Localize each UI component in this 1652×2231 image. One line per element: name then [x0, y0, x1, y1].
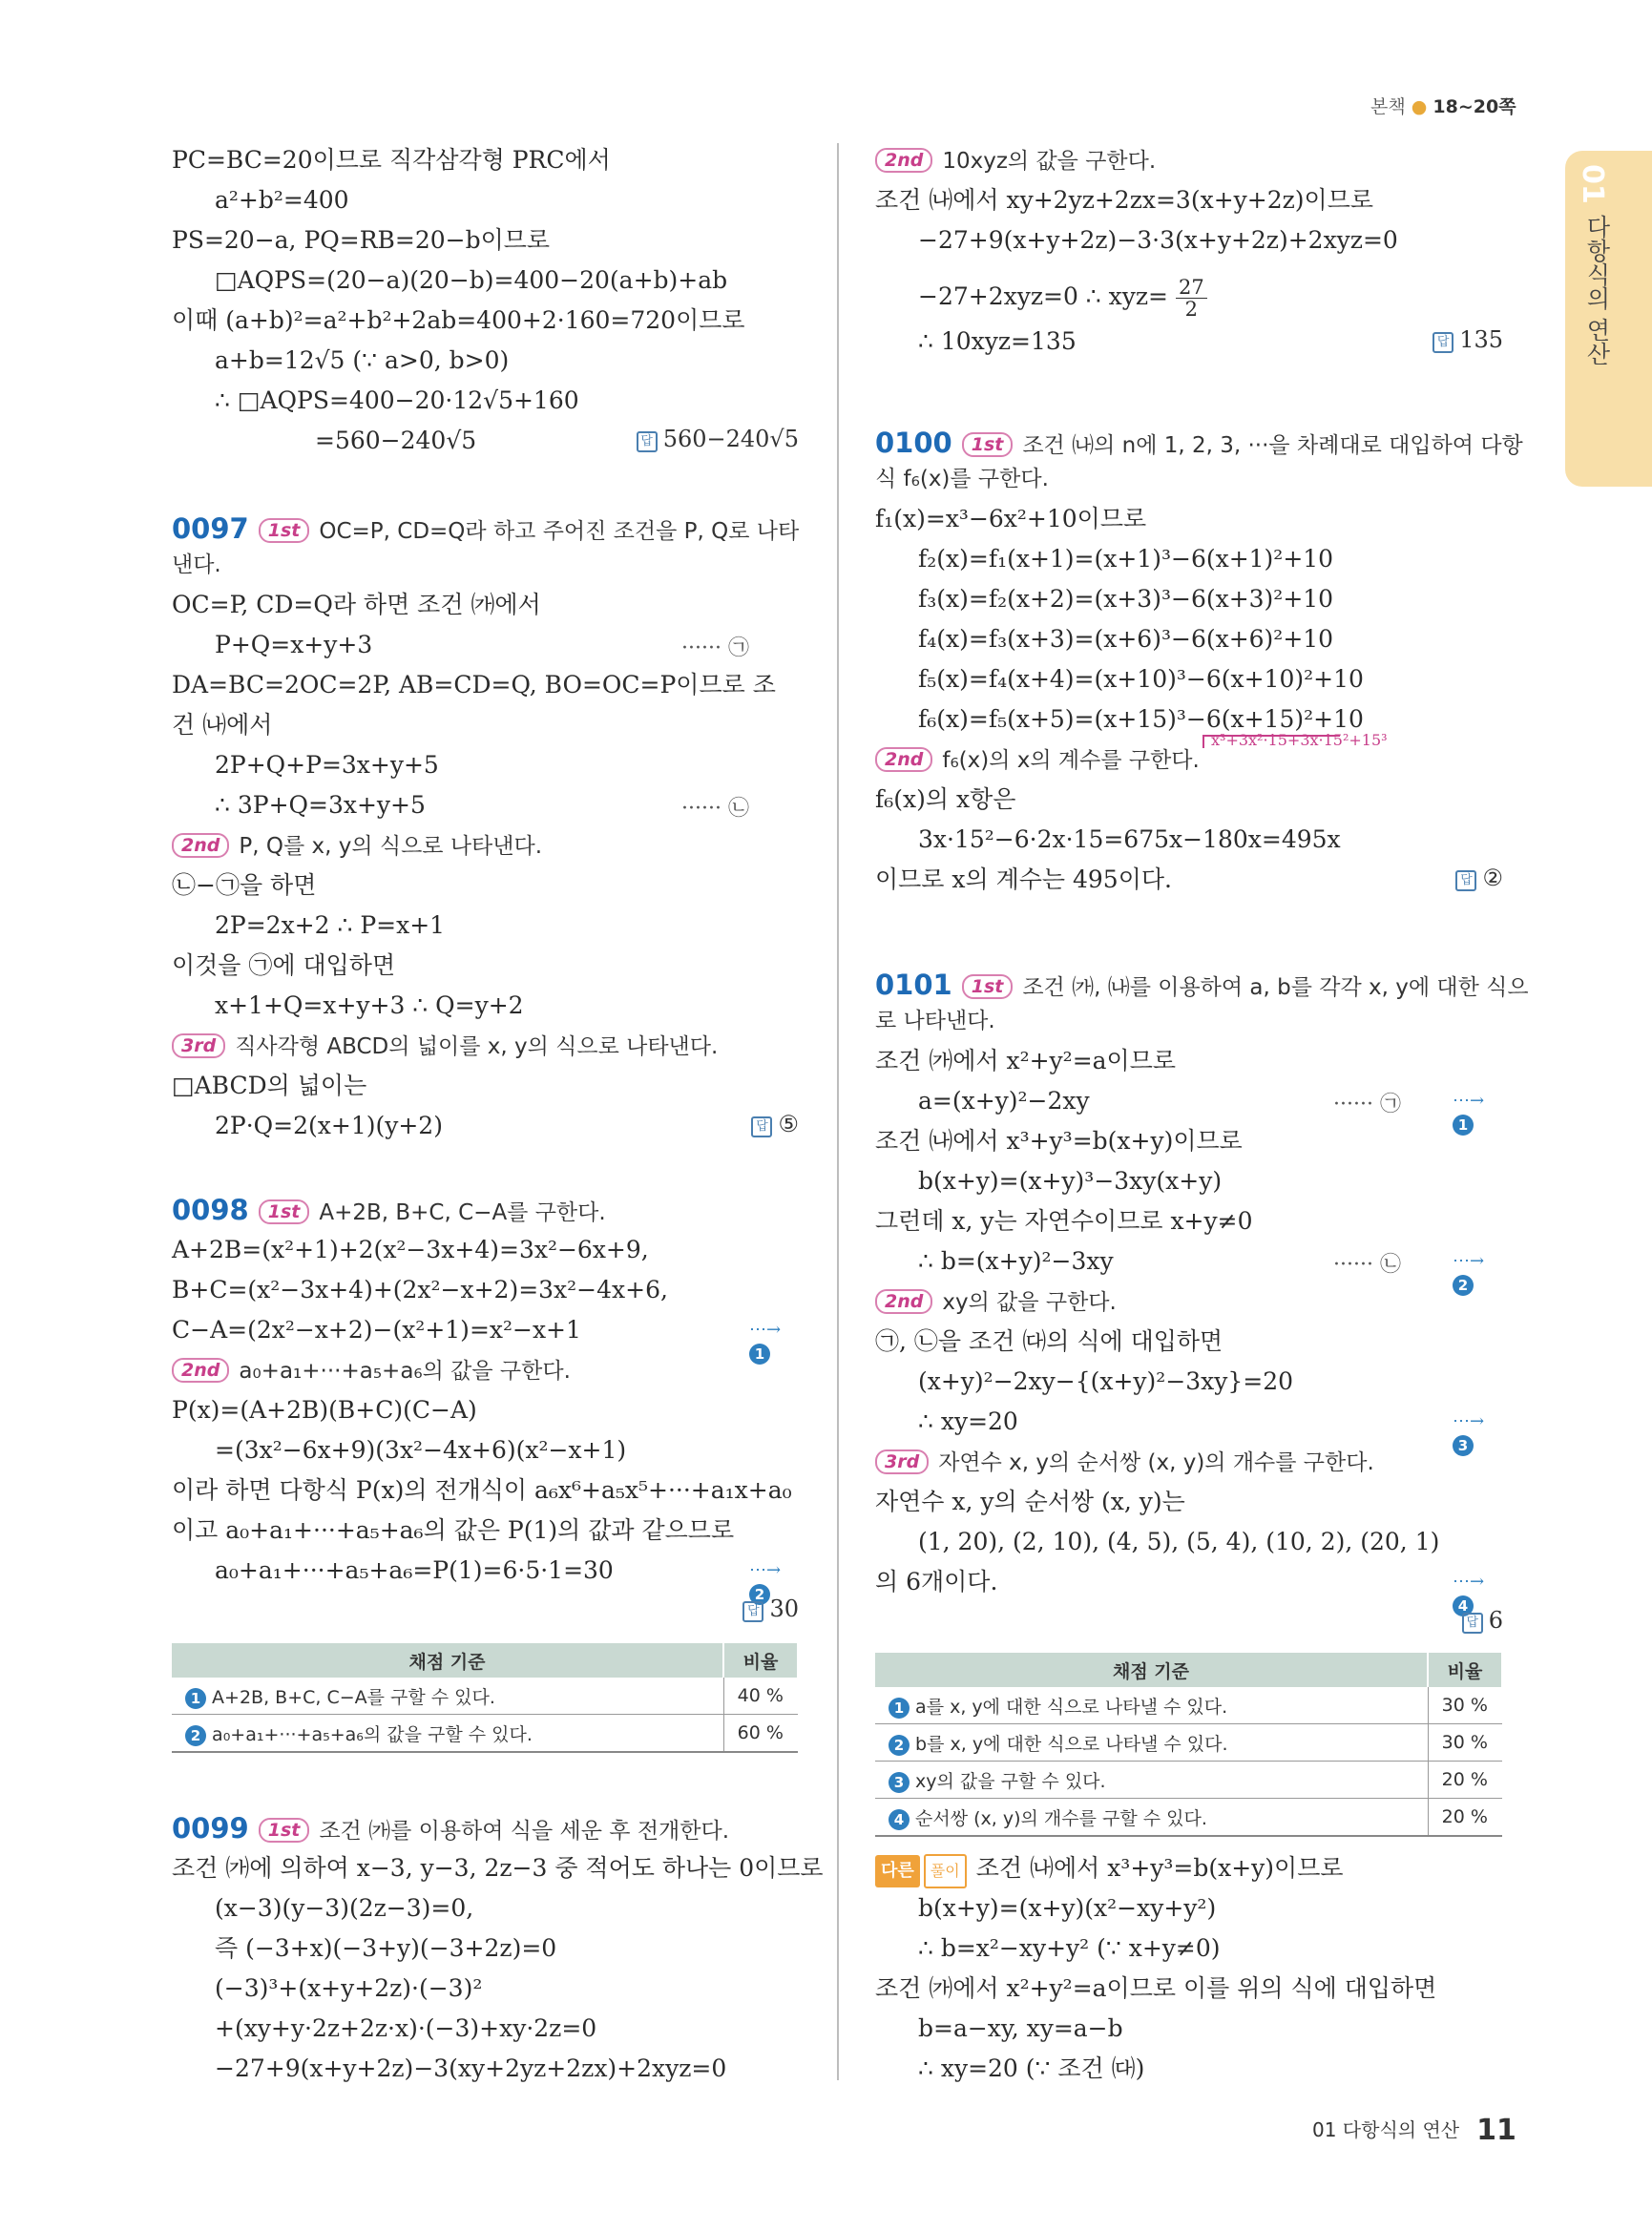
score-mark: ⋯→3 [1453, 1411, 1485, 1454]
math-line: □AQPS=(20−a)(20−b)=400−20(a+b)+ab [215, 266, 728, 294]
step-line: 2nd f₆(x)의 x의 계수를 구한다. [875, 744, 1200, 776]
text-line: 조건 ㈏에서 x³+y³=b(x+y)이므로 [875, 1127, 1243, 1155]
score-mark: ⋯→2 [1453, 1251, 1485, 1294]
table-row: 1 A+2B, B+C, C−A를 구할 수 있다. 40 % [172, 1678, 798, 1715]
problem-number: 0098 [172, 1194, 249, 1226]
text-line: 이고 a₀+a₁+···+a₅+a₆의 값은 P(1)의 값과 같으므로 [172, 1516, 735, 1544]
math-line: 2P+Q+P=3x+y+5 [215, 751, 439, 779]
table-row: 2 b를 x, y에 대한 식으로 나타낼 수 있다. 30 % [875, 1724, 1502, 1762]
text-line: 조건 ㈏에서 xy+2yz+2zx=3(x+y+2z)이므로 [875, 186, 1373, 214]
text-line: ㉡−㉠을 하면 [172, 871, 317, 899]
page-header [1370, 93, 1516, 118]
fraction: $\frac{27}{2}$ [1176, 277, 1207, 320]
answer-icon: 답 [1462, 1613, 1483, 1634]
text-line: 조건 ㈎에서 x²+y²=a이므로 [875, 1047, 1177, 1074]
equation-mark: ······ ㉡ [681, 797, 749, 821]
problem-number: 0101 [875, 969, 952, 1001]
problem-0101-heading: 0101 1st 조건 ㈎, ㈏를 이용하여 a, b를 각각 x, y에 대한 식으 [875, 969, 1529, 1001]
math-line: b(x+y)=(x+y)(x²−xy+y²) [918, 1894, 1217, 1922]
answer: 답 135 [1432, 326, 1503, 353]
text-line: 건 ㈏에서 [172, 711, 273, 739]
score-mark: ⋯→1 [749, 1320, 782, 1363]
math-line: −27+2xyz=0 ∴ xyz= $\frac{27}{2}$ [875, 277, 1207, 320]
math-line: x+1+Q=x+y+3 ∴ Q=y+2 [215, 991, 524, 1019]
math-line: (x+y)²−2xy−{(x+y)²−3xy}=20 [918, 1367, 1294, 1395]
text-line: 이라 하면 다항식 P(x)의 전개식이 a₆x⁶+a₅x⁵+···+a₁x+a₀ [172, 1476, 792, 1504]
text-line: DA=BC=2OC=2P, AB=CD=Q, BO=OC=P이므로 조 [172, 671, 776, 698]
step-title-cont: 식 f₆(x)를 구한다. [875, 467, 1049, 491]
math-line: ∴ xy=20 [918, 1407, 1018, 1435]
table-header: 비율 [723, 1643, 798, 1678]
step-badge: 1st [259, 518, 310, 543]
answer-icon: 답 [742, 1601, 763, 1622]
math-line: a+b=12√5 (∵ a>0, b>0) [215, 346, 510, 374]
page-footer [1312, 2114, 1516, 2147]
step-badge: 2nd [875, 1289, 932, 1314]
text-line: 의 6개이다. [875, 1568, 998, 1595]
answer: 답 ⑤ [751, 1111, 799, 1137]
text-line: 자연수 x, y의 순서쌍 (x, y)는 [875, 1488, 1185, 1515]
footer-chapter: 01 다항식의 연산 [1312, 2118, 1460, 2141]
math-line: −27+9(x+y+2z)−3(xy+2yz+2zx)+2xyz=0 [215, 2054, 727, 2082]
table-header: 비율 [1428, 1653, 1502, 1687]
text-line: OC=P, CD=Q라 하면 조건 ㈎에서 [172, 591, 541, 618]
math-line: b(x+y)=(x+y)³−3xy(x+y) [918, 1167, 1223, 1195]
text-line: PC=BC=20이므로 직각삼각형 PRC에서 [172, 146, 611, 174]
text-line: f₆(x)의 x항은 [875, 785, 1016, 813]
step-badge: 1st [259, 1199, 310, 1224]
step-badge: 3rd [875, 1449, 929, 1474]
table-row: 4 순서쌍 (x, y)의 개수를 구할 수 있다. 20 % [875, 1799, 1502, 1837]
math-line: f₆(x)=f₅(x+5)=(x+15)³−6(x+15)²+10 [918, 705, 1364, 733]
math-line: 즉 (−3+x)(−3+y)(−3+2z)=0 [215, 1934, 557, 1962]
problem-number: 0099 [172, 1812, 249, 1845]
math-line: f₃(x)=f₂(x+2)=(x+3)³−6(x+3)²+10 [918, 585, 1334, 613]
equation-mark: ······ ㉠ [681, 636, 749, 660]
alt-badge: 풀이 [924, 1854, 967, 1888]
math-line: C−A=(2x²−x+2)−(x²+1)=x²−x+1 [172, 1316, 581, 1344]
math-line: ∴ b=(x+y)²−3xy [918, 1247, 1114, 1275]
text-line: PS=20−a, PQ=RB=20−b이므로 [172, 226, 551, 254]
table-row: 2 a₀+a₁+···+a₅+a₆의 값을 구할 수 있다. 60 % [172, 1715, 798, 1753]
problem-0100-heading: 0100 1st 조건 ㈏의 n에 1, 2, 3, ···을 차례대로 대입하여 다항 [875, 427, 1523, 459]
math-line: −27+9(x+y+2z)−3·3(x+y+2z)+2xyz=0 [918, 226, 1398, 254]
text-line: 이것을 ㉠에 대입하면 [172, 951, 396, 979]
answer-icon: 답 [637, 431, 658, 452]
step-line: 2nd P, Q를 x, y의 식으로 나타낸다. [172, 830, 542, 862]
answer-icon: 답 [1455, 870, 1476, 891]
text-line: 그런데 x, y는 자연수이므로 x+y≠0 [875, 1207, 1253, 1235]
table-header: 채점 기준 [172, 1643, 723, 1678]
table-row: 1 a를 x, y에 대한 식으로 나타낼 수 있다. 30 % [875, 1687, 1502, 1724]
math-line: a=(x+y)²−2xy [918, 1087, 1090, 1115]
math-line: =(3x²−6x+9)(3x²−4x+6)(x²−x+1) [215, 1436, 627, 1464]
header-dot-icon: ● [1411, 96, 1428, 117]
step-badge: 2nd [875, 148, 932, 173]
math-line: (1, 20), (2, 10), (4, 5), (5, 4), (10, 2), (20, 1) [918, 1528, 1440, 1555]
math-line: f₄(x)=f₃(x+3)=(x+6)³−6(x+6)²+10 [918, 625, 1334, 653]
step-title-cont: 로 나타낸다. [875, 1009, 995, 1033]
math-line: (x−3)(y−3)(2z−3)=0, [215, 1894, 474, 1922]
math-line: a₀+a₁+···+a₅+a₆=P(1)=6·5·1=30 [215, 1556, 614, 1584]
text-line: 조건 ㈎에서 x²+y²=a이므로 이를 위의 식에 대입하면 [875, 1974, 1437, 2002]
math-line: =560−240√5 [315, 427, 477, 454]
table-row: 3 xy의 값을 구할 수 있다. 20 % [875, 1762, 1502, 1799]
alt-badge: 다른 [875, 1855, 920, 1887]
step-line: 2nd a₀+a₁+···+a₅+a₆의 값을 구한다. [172, 1355, 571, 1387]
note-connector [1202, 735, 1204, 748]
math-line: ∴ 10xyz=135 [918, 327, 1077, 355]
step-title-cont: 낸다. [172, 553, 221, 577]
alt-solution-heading: 다른 풀이 조건 ㈏에서 x³+y³=b(x+y)이므로 [875, 1853, 1344, 1888]
problem-0097-heading [172, 513, 799, 547]
answer-icon: 답 [1432, 332, 1453, 353]
math-line: B+C=(x²−3x+4)+(2x²−x+2)=3x²−4x+6, [172, 1276, 668, 1303]
text-line: 이므로 x의 계수는 495이다. [875, 865, 1172, 893]
expansion-note: x³+3x²·15+3x·15²+15³ [1211, 731, 1388, 749]
column-divider [837, 143, 839, 2080]
step-line: 2nd xy의 값을 구한다. [875, 1286, 1117, 1318]
problem-0098-heading: 0098 1st A+2B, B+C, C−A를 구한다. [172, 1194, 606, 1226]
answer: 답 30 [742, 1595, 799, 1622]
header-pages: 18~20쪽 [1432, 96, 1516, 117]
header-book: 본책 [1370, 96, 1406, 117]
page-number: 11 [1476, 2114, 1516, 2147]
math-line: f₂(x)=f₁(x+1)=(x+1)³−6(x+1)²+10 [918, 545, 1334, 573]
equation-mark: ······ ㉡ [1333, 1253, 1401, 1277]
step-line: 2nd 10xyz의 값을 구한다. [875, 145, 1156, 177]
text-line: □ABCD의 넓이는 [172, 1072, 367, 1099]
step-badge: 1st [962, 432, 1014, 457]
problem-0099-heading: 0099 1st 조건 ㈎를 이용하여 식을 세운 후 전개한다. [172, 1812, 730, 1845]
chapter-tab-number: 01 [1576, 164, 1609, 204]
score-mark: ⋯→2 [749, 1560, 782, 1603]
math-line: +(xy+y·2z+2z·x)·(−3)+xy·2z=0 [215, 2014, 597, 2042]
answer: 답 6 [1462, 1607, 1503, 1634]
text-line: 이때 (a+b)²=a²+b²+2ab=400+2·160=720이므로 [172, 306, 745, 334]
score-mark: ⋯→1 [1453, 1091, 1485, 1134]
scoring-table [875, 1653, 1503, 1837]
math-line: P(x)=(A+2B)(B+C)(C−A) [172, 1396, 477, 1424]
math-line: f₁(x)=x³−6x²+10이므로 [875, 505, 1147, 532]
text-line: 조건 ㈎에 의하여 x−3, y−3, 2z−3 중 적어도 하나는 0이므로 [172, 1854, 824, 1882]
math-line: a²+b²=400 [215, 186, 349, 214]
step-badge: 2nd [875, 747, 932, 772]
math-line: 3x·15²−6·2x·15=675x−180x=495x [918, 825, 1341, 853]
score-mark: ⋯→4 [1453, 1572, 1485, 1615]
chapter-tab-label: 다항식의 연산 [1583, 215, 1611, 365]
text-line: ㉠, ㉡을 조건 ㈐의 식에 대입하면 [875, 1327, 1223, 1355]
scoring-table [172, 1643, 799, 1753]
answer: 답 560−240√5 [637, 426, 799, 452]
math-line: ∴ b=x²−xy+y² (∵ x+y≠0) [918, 1934, 1221, 1962]
table-header: 채점 기준 [875, 1653, 1428, 1687]
math-line: P+Q=x+y+3 [215, 631, 373, 658]
step-title: OC=P, CD=Q라 하고 주어진 조건을 P, Q로 나타 [319, 519, 800, 544]
step-line: 3rd 자연수 x, y의 순서쌍 (x, y)의 개수를 구한다. [875, 1447, 1374, 1478]
equation-mark: ······ ㉠ [1333, 1093, 1401, 1116]
math-line: (−3)³+(x+y+2z)·(−3)² [215, 1974, 483, 2002]
math-line: ∴ 3P+Q=3x+y+5 [215, 791, 426, 819]
step-badge: 1st [962, 974, 1014, 999]
answer: 답 ② [1455, 865, 1503, 891]
math-line: 2P=2x+2 ∴ P=x+1 [215, 911, 446, 939]
problem-number: 0097 [172, 512, 249, 545]
math-line: 2P·Q=2(x+1)(y+2) [215, 1112, 443, 1139]
step-line: 3rd 직사각형 ABCD의 넓이를 x, y의 식으로 나타낸다. [172, 1031, 718, 1062]
step-badge: 3rd [172, 1033, 225, 1058]
answer-icon: 답 [751, 1116, 772, 1137]
math-line: ∴ xy=20 (∵ 조건 ㈐) [918, 2054, 1145, 2082]
math-line: A+2B=(x²+1)+2(x²−3x+4)=3x²−6x+9, [172, 1236, 649, 1263]
problem-number: 0100 [875, 427, 952, 459]
step-badge: 1st [259, 1818, 310, 1843]
step-badge: 2nd [172, 1358, 229, 1383]
math-line: f₅(x)=f₄(x+4)=(x+10)³−6(x+10)²+10 [918, 665, 1364, 693]
step-badge: 2nd [172, 833, 229, 858]
math-line: b=a−xy, xy=a−b [918, 2014, 1123, 2042]
math-line: ∴ □AQPS=400−20·12√5+160 [215, 386, 579, 414]
